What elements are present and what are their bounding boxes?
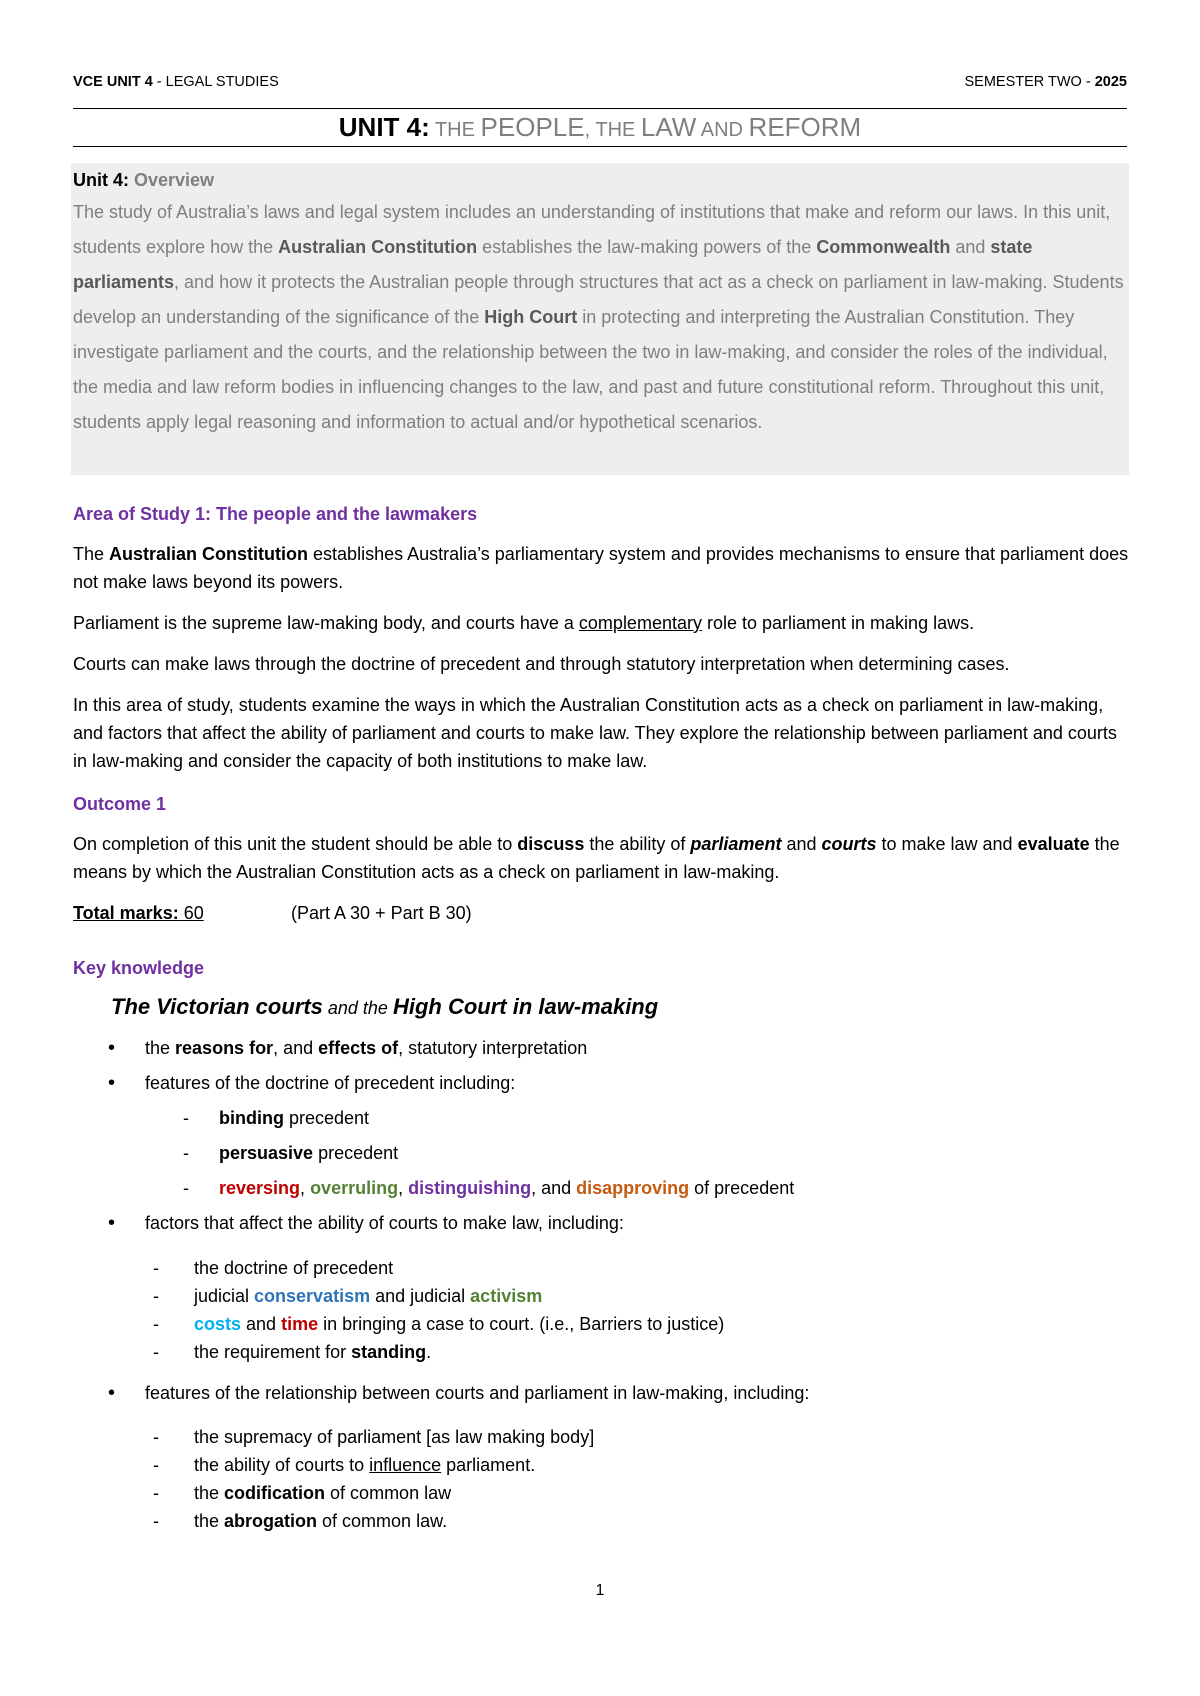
marks-parts: (Part A 30 + Part B 30) [291,903,472,923]
text-run: . [426,1342,432,1362]
text-run: effects of [318,1038,399,1058]
aos-heading: Area of Study 1: The people and the lawmakers [73,504,478,524]
dash-icon: - [183,1108,189,1128]
dash-icon: - [183,1178,189,1198]
text-run: The study of Australia’s laws and legal system includes an understanding of institutions that make and reform our laws. In this unit, students explore how the [73,202,1111,257]
text-run: the means by which the Australian Constitution acts as a check on parliament in law-making. [73,834,1120,882]
sub-list-item [153,1254,394,1282]
outcome-heading: Outcome 1 [73,794,167,814]
text-run: state parliaments [73,237,1033,292]
text-run: in protecting and interpreting the Australian Constitution. They investigate parliament and the courts, and the relationship between the two in law-making, and consider the roles of the individual, the media and law reform bodies in influencing changes to the law, and past and future constitutional reform. Throughout this unit, students apply legal reasoning and information to actual and/or hypothetical scenarios. [73,307,1108,432]
header-semester: SEMESTER TWO - [964,74,1095,90]
text-run: High Court [484,307,578,327]
title-word: THE [429,119,481,141]
text-run: Parliament is the supreme law-making body, and courts have a [73,613,579,633]
sub-list-item [153,1310,725,1338]
text-run: the requirement for [194,1342,352,1362]
text-run: , and [531,1178,577,1198]
text-run: precedent [283,1108,370,1128]
sub-list-item [183,1104,370,1132]
header-left [73,74,279,90]
text-run: disapproving [576,1178,690,1198]
text-run: time [281,1314,319,1334]
text-run: High Court in law-making [392,994,659,1019]
dash-icon: - [153,1342,159,1362]
text-run: , statutory interpretation [398,1038,588,1058]
text-run: establishes the law-making powers of the [477,237,817,257]
text-run: On completion of this unit the student should be able to [73,834,518,854]
header-right [964,74,1127,90]
text-run: evaluate [1017,834,1090,854]
text-run: factors that affect the ability of courts to make law, including: [145,1213,624,1233]
header-rule [73,108,1127,109]
dash-icon: - [153,1258,159,1278]
text-run: the [194,1511,225,1531]
text-run: , and [273,1038,319,1058]
text-run: the ability of [584,834,691,854]
text-run: Australian Constitution [109,544,309,564]
text-run: courts [821,834,877,854]
text-run: the supremacy of parliament [as law making body] [194,1427,595,1447]
title-word: , THE [584,119,641,141]
text-run: Commonwealth [816,237,951,257]
text-run: establishes Australia’s parliamentary system and provides mechanisms to ensure that parliament does not make laws beyond its powers. [73,544,1129,592]
sub-list-item [153,1451,536,1479]
text-run: discuss [517,834,585,854]
bullet-icon: • [108,1212,116,1234]
text-run: codification [224,1483,326,1503]
title-word: LAW [640,112,697,142]
text-run: overruling [310,1178,399,1198]
text-run: The [73,544,110,564]
dash-icon: - [153,1455,159,1475]
dash-icon: - [153,1483,159,1503]
title-word: PEOPLE [480,112,585,142]
text-run: features of the doctrine of precedent including: [145,1073,516,1093]
text-run: binding [219,1108,284,1128]
dash-icon: - [183,1143,189,1163]
total-marks [73,899,1134,927]
sub-list-item [153,1338,432,1366]
overview-text [73,195,1127,440]
sub-list-item [153,1423,595,1451]
bullet-icon: • [108,1037,116,1059]
marks-value: 60 [178,903,204,923]
text-run: abrogation [224,1511,318,1531]
text-run: conservatism [254,1286,371,1306]
outcome-text [73,830,1134,886]
marks-label: Total marks: [73,903,179,923]
header-subject: - LEGAL STUDIES [152,74,279,90]
text-run: the [194,1483,225,1503]
text-run: , [300,1178,311,1198]
text-run: precedent [313,1143,399,1163]
text-run: of common law [325,1483,452,1503]
sub-list-item [153,1282,543,1310]
text-run: parliament [690,834,782,854]
bullet-icon: • [108,1072,116,1094]
text-run: of common law. [317,1511,448,1531]
title-word: AND [696,119,749,141]
dash-icon: - [153,1427,159,1447]
bullet-icon: • [108,1382,116,1404]
text-run: the ability of courts to [194,1455,370,1475]
aos-paragraph-2 [73,609,1134,637]
header-unit: VCE UNIT 4 [73,74,153,90]
text-run: parliament. [441,1455,536,1475]
text-run: reasons for [175,1038,274,1058]
dash-icon: - [153,1314,159,1334]
dash-icon: - [153,1511,159,1531]
text-run: and judicial [370,1286,471,1306]
text-run: activism [470,1286,543,1306]
header-year: 2025 [1094,74,1127,90]
sub-list-item [153,1507,448,1535]
overview-label-rest: Overview [129,170,215,190]
text-run: distinguishing [408,1178,532,1198]
page-number: 1 [595,1582,605,1599]
text-run: the doctrine of precedent [194,1258,394,1278]
text-run: the [145,1038,176,1058]
text-run: standing [351,1342,427,1362]
text-run: and [781,834,822,854]
sub-list-item [153,1479,452,1507]
key-knowledge-heading: Key knowledge [73,958,205,978]
text-run: and the [322,998,393,1018]
text-run: judicial [194,1286,255,1306]
text-run: role to parliament in making laws. [701,613,975,633]
aos-paragraph-4: In this area of study, students examine the ways in which the Australian Constitution acts as a check on parliament in law-making, and factors that affect the ability of parliament and courts to make law. They explore the relationship between parliament and courts in law-making and consider the capacity of both institutions to make law. [73,695,1117,771]
text-run: and [241,1314,282,1334]
text-run: , and how it protects the Australian people through structures that act as a check on parliament in law-making. Students develop an understanding of the significance of the [73,272,1124,327]
overview-heading [73,169,1127,191]
dash-icon: - [153,1286,159,1306]
text-run: influence [369,1455,442,1475]
title-unit: UNIT 4: [338,112,430,142]
title-word: REFORM [748,112,862,142]
text-run: in bringing a case to court. (i.e., Barriers to justice) [318,1314,725,1334]
sub-list-item [183,1139,399,1167]
sub-list-item [183,1174,795,1202]
text-run: to make law and [876,834,1018,854]
text-run: complementary [578,613,702,633]
text-run: persuasive [219,1143,314,1163]
key-subheading [111,992,1134,1023]
overview-label: Unit 4: [73,170,129,190]
text-run: of precedent [689,1178,795,1198]
page-title [73,112,1127,145]
text-run: and [950,237,991,257]
text-run: features of the relationship between courts and parliament in law-making, including: [145,1383,810,1403]
running-header [73,74,1127,94]
text-run: The Victorian courts [111,994,323,1019]
overview-box [71,163,1129,475]
text-run: reversing [219,1178,301,1198]
aos-paragraph-1 [73,540,1134,596]
aos-paragraph-3: Courts can make laws through the doctrine of precedent and through statutory interpretation when determining cases. [73,654,1010,674]
title-rule [73,146,1127,147]
text-run: Australian Constitution [278,237,478,257]
text-run: costs [194,1314,242,1334]
text-run: , [398,1178,409,1198]
